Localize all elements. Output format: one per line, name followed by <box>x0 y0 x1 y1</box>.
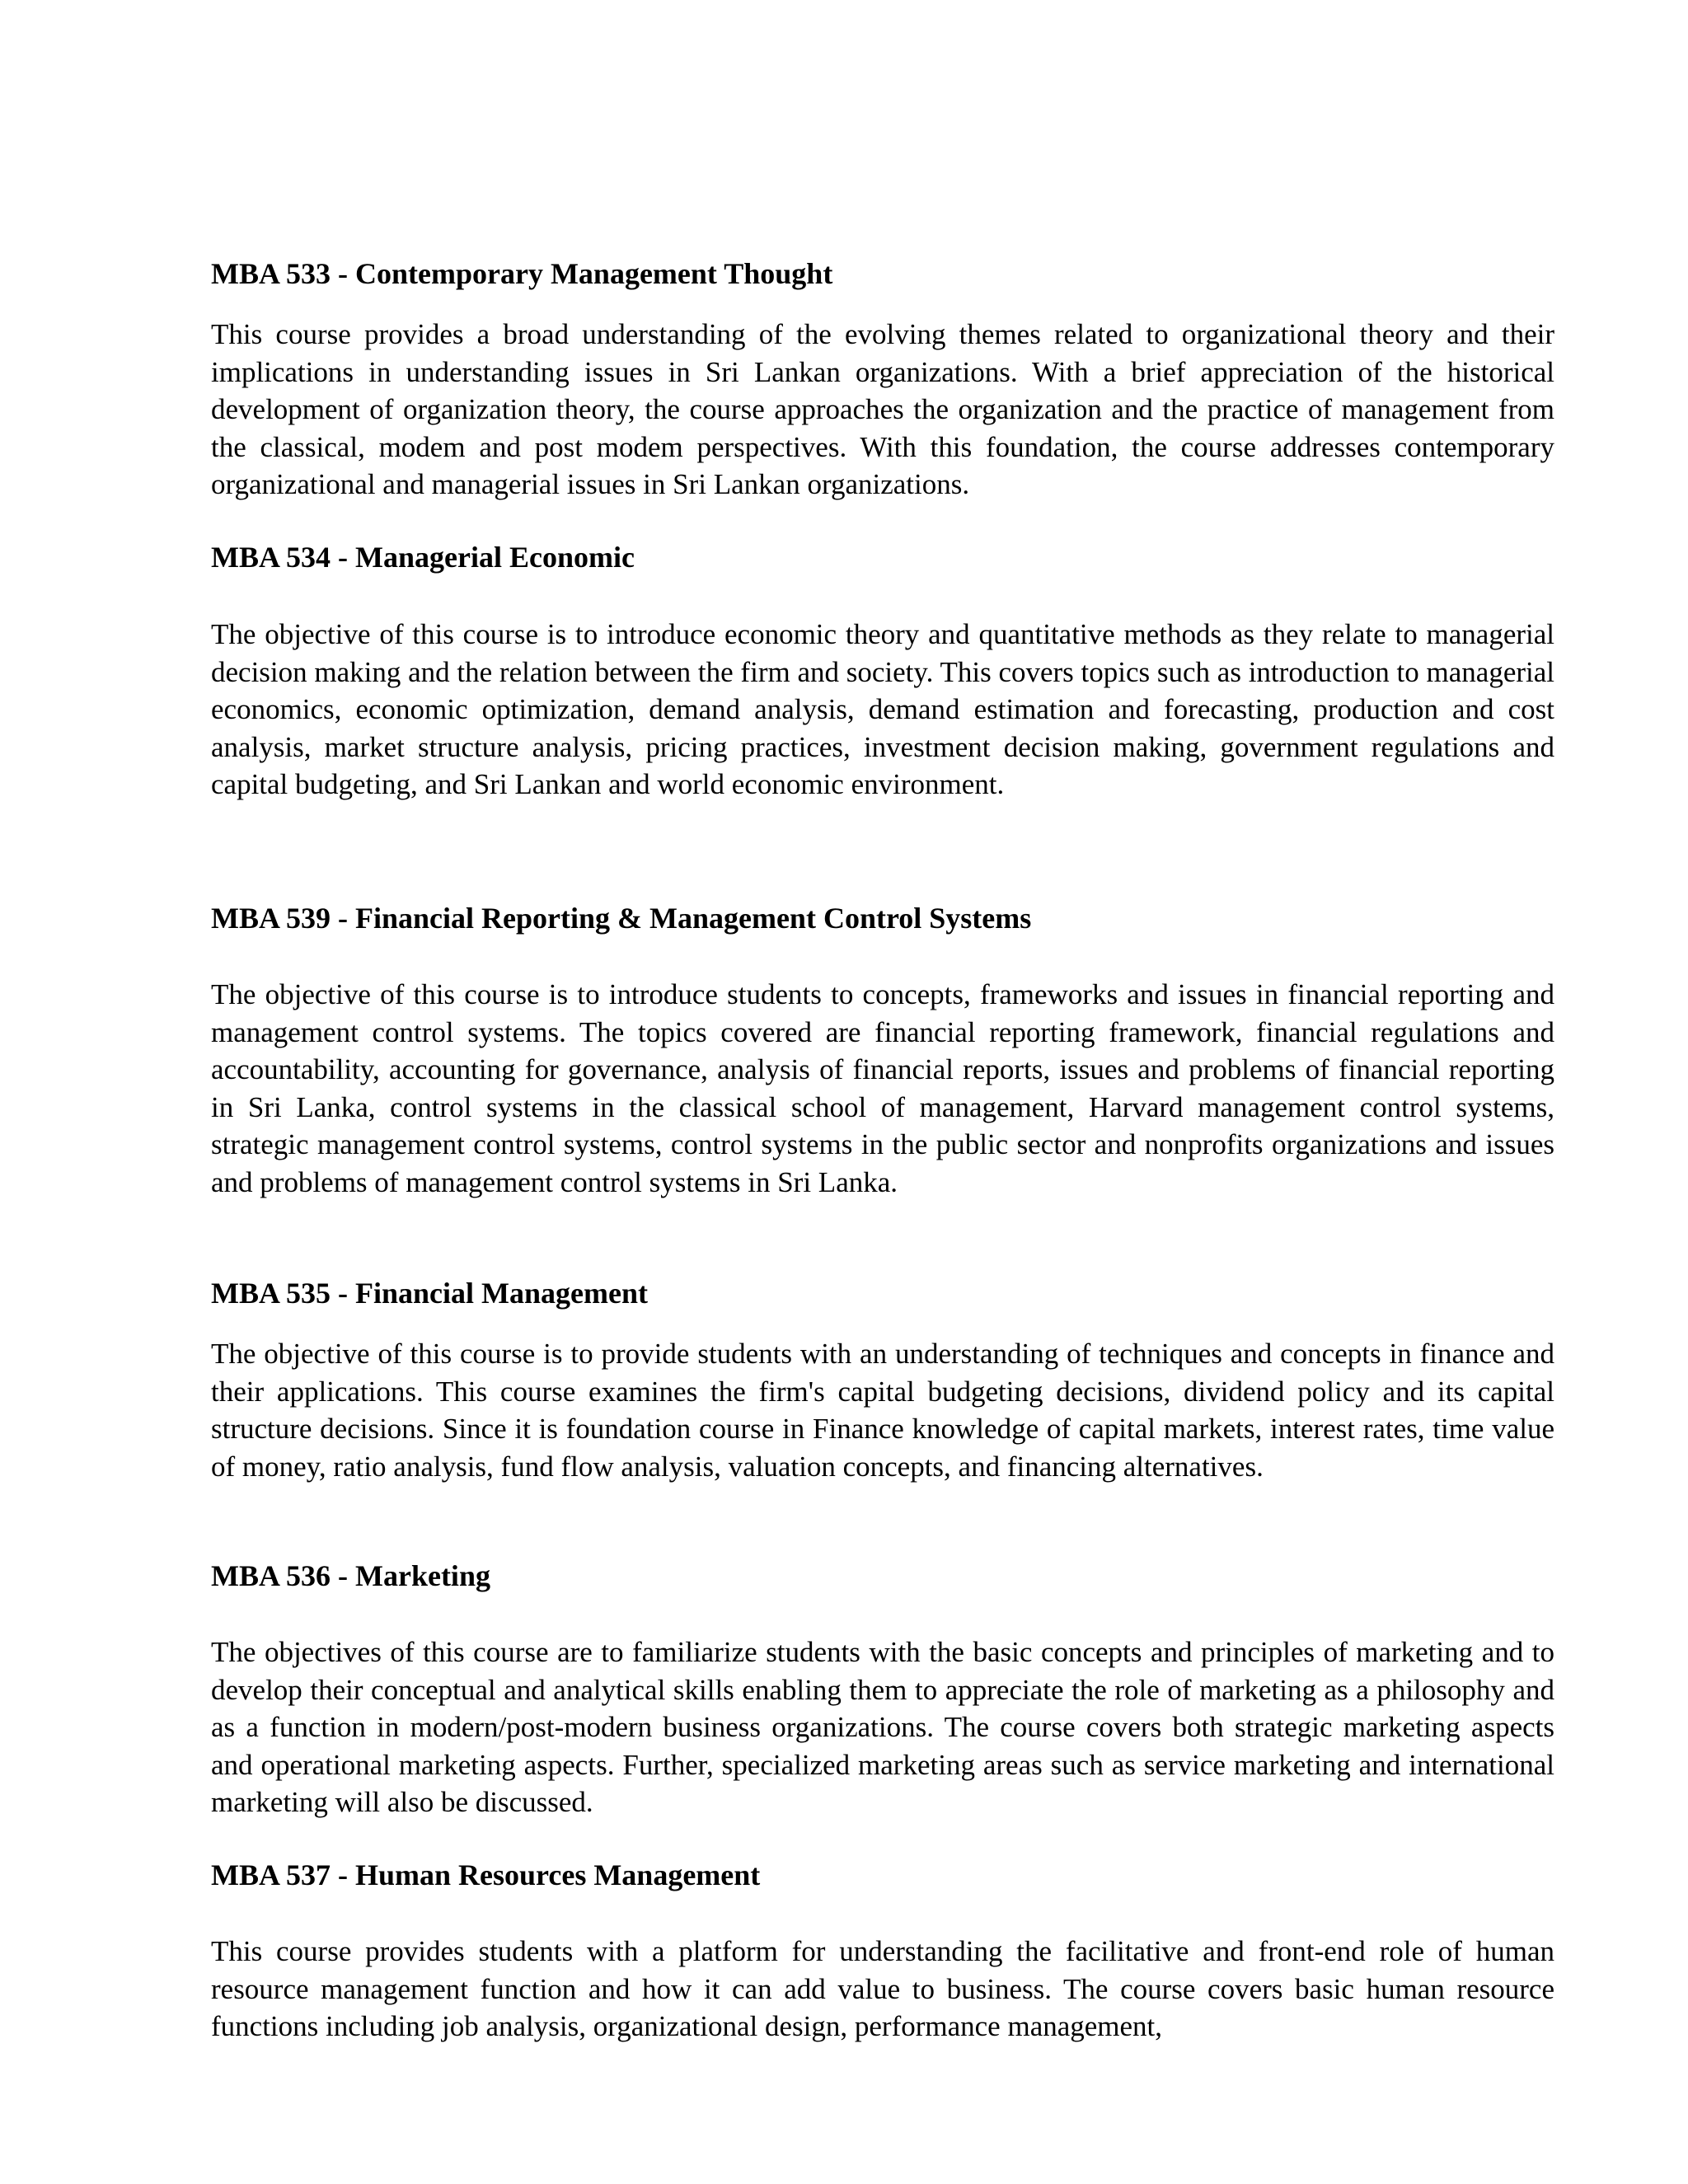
section-body-mba-533: This course provides a broad understanding of the evolving themes related to organizational theory and their implications in understanding issues in Sri Lankan organizations. With a brief appreciation of the historical development of organization theory, the course approaches the organization and the practice of management from the classical, modem and post modem perspectives. With this foundation, the course addresses contemporary organizational and managerial issues in Sri Lankan organizations. <box>211 318 1554 500</box>
section-heading-mba-533: MBA 533 - Contemporary Management Thought <box>211 257 833 290</box>
section-body-mba-535: The objective of this course is to provide students with an understanding of techniques and concepts in finance and their applications. This course examines the firm's capital budgeting decisions, dividend policy and its capital structure decisions. Since it is foundation course in Finance knowledge of capital markets, interest rates, time value of money, ratio analysis, fund flow analysis, valuation concepts, and financing alternatives. <box>211 1338 1554 1483</box>
section-heading-mba-539: MBA 539 - Financial Reporting & Management Control Systems <box>211 902 1032 935</box>
section-heading-mba-536: MBA 536 - Marketing <box>211 1559 490 1592</box>
section-body-mba-536: The objectives of this course are to familiarize students with the basic concepts and principles of marketing and to develop their conceptual and analytical skills enabling them to appreciate the role of marketing as a philosophy and as a function in modern/post-modern business organizations. The course covers both strategic marketing aspects and operational marketing aspects. Further, specialized marketing areas such as service marketing and international marketing will also be discussed. <box>211 1636 1554 1818</box>
section-body-mba-537: This course provides students with a platform for understanding the facilitative and front-end role of human resource management function and how it can add value to business. The course covers basic human resource functions including job analysis, organizational design, performance management, <box>211 1935 1554 2042</box>
section-body-mba-534: The objective of this course is to introduce economic theory and quantitative methods as they relate to managerial decision making and the relation between the firm and society. This covers topics such as introduction to managerial economics, economic optimization, demand analysis, demand estimation and forecasting, production and cost analysis, market structure analysis, pricing practices, investment decision making, government regulations and capital budgeting, and Sri Lankan and world economic environment. <box>211 618 1554 800</box>
section-heading-mba-534: MBA 534 - Managerial Economic <box>211 541 635 574</box>
section-heading-mba-537: MBA 537 - Human Resources Management <box>211 1858 761 1891</box>
section-body-mba-539: The objective of this course is to introduce students to concepts, frameworks and issues in financial reporting and management control systems. The topics covered are financial reporting framework, financial regulations and accountability, accounting for governance, analysis of financial reports, issues and problems of financial reporting in Sri Lanka, control systems in the classical school of management, Harvard management control systems, strategic management control systems, control systems in the public sector and nonprofits organizations and issues and problems of management control systems in Sri Lanka. <box>211 978 1554 1198</box>
section-heading-mba-535: MBA 535 - Financial Management <box>211 1277 648 1310</box>
